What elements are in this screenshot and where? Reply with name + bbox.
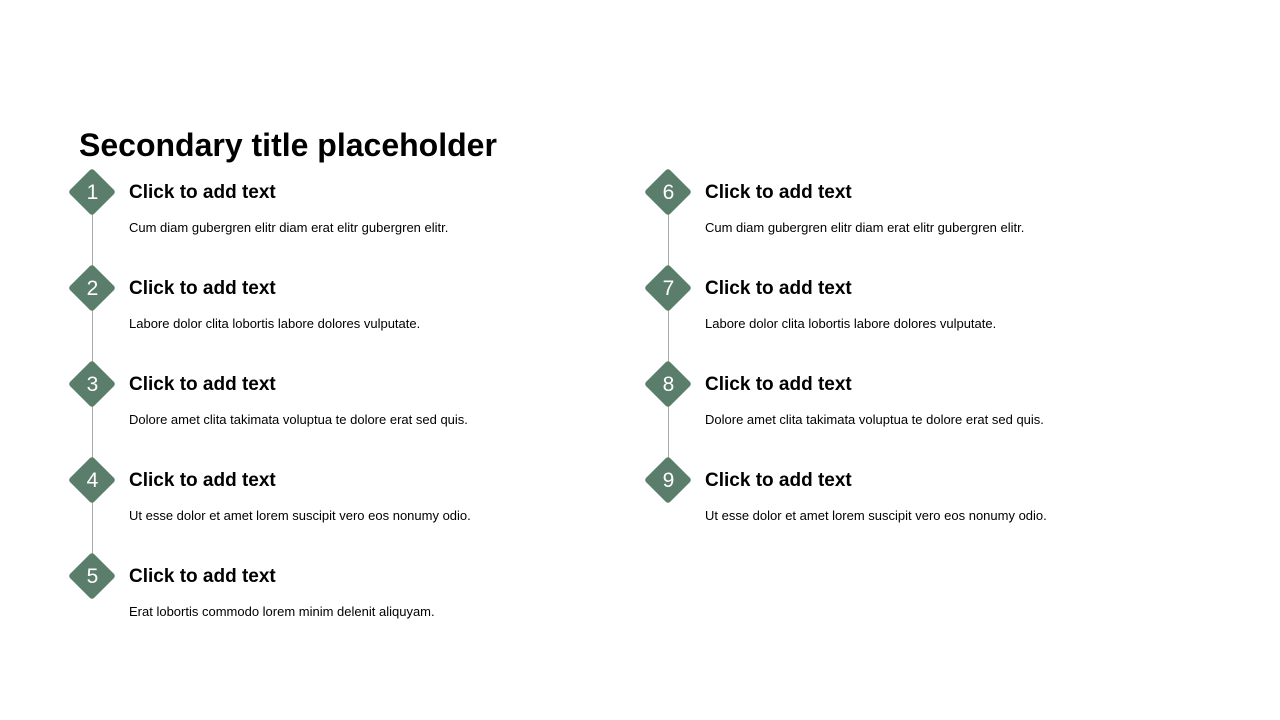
- step-number: 7: [662, 277, 675, 300]
- slide-title[interactable]: Secondary title placeholder: [79, 127, 497, 163]
- timeline-item: [68, 264, 628, 360]
- item-description[interactable]: Ut esse dolor et amet lorem suscipit vero eos nonumy odio.: [129, 508, 471, 523]
- item-heading[interactable]: Click to add text: [129, 374, 276, 395]
- item-heading[interactable]: Click to add text: [129, 470, 276, 491]
- step-number: 6: [662, 181, 675, 204]
- item-description[interactable]: Dolore amet clita takimata voluptua te dolore erat sed quis.: [705, 412, 1044, 427]
- item-description[interactable]: Erat lobortis commodo lorem minim delenit aliquyam.: [129, 604, 435, 619]
- item-heading[interactable]: Click to add text: [129, 566, 276, 587]
- step-number: 9: [662, 469, 675, 492]
- step-number: 4: [86, 469, 99, 492]
- item-description[interactable]: Labore dolor clita lobortis labore dolores vulputate.: [129, 316, 421, 331]
- step-number: 1: [86, 181, 99, 204]
- timeline-item: [644, 168, 1204, 264]
- timeline-item: [644, 456, 1204, 552]
- timeline-item: [68, 168, 628, 264]
- timeline-item: [68, 456, 628, 552]
- timeline-item: [644, 360, 1204, 456]
- item-description[interactable]: Cum diam gubergren elitr diam erat elitr gubergren elitr.: [129, 220, 449, 235]
- step-number: 2: [86, 277, 99, 300]
- item-description[interactable]: Cum diam gubergren elitr diam erat elitr gubergren elitr.: [705, 220, 1025, 235]
- item-heading[interactable]: Click to add text: [705, 470, 852, 491]
- item-heading[interactable]: Click to add text: [705, 182, 852, 203]
- step-number: 8: [662, 373, 675, 396]
- item-heading[interactable]: Click to add text: [129, 182, 276, 203]
- item-description[interactable]: Ut esse dolor et amet lorem suscipit vero eos nonumy odio.: [705, 508, 1047, 523]
- item-description[interactable]: Labore dolor clita lobortis labore dolores vulputate.: [705, 316, 997, 331]
- item-description[interactable]: Dolore amet clita takimata voluptua te dolore erat sed quis.: [129, 412, 468, 427]
- item-heading[interactable]: Click to add text: [129, 278, 276, 299]
- timeline-item: [68, 360, 628, 456]
- step-number: 5: [86, 565, 99, 588]
- timeline-item: [68, 552, 628, 648]
- item-heading[interactable]: Click to add text: [705, 374, 852, 395]
- item-heading[interactable]: Click to add text: [705, 278, 852, 299]
- step-number: 3: [86, 373, 99, 396]
- timeline-item: [644, 264, 1204, 360]
